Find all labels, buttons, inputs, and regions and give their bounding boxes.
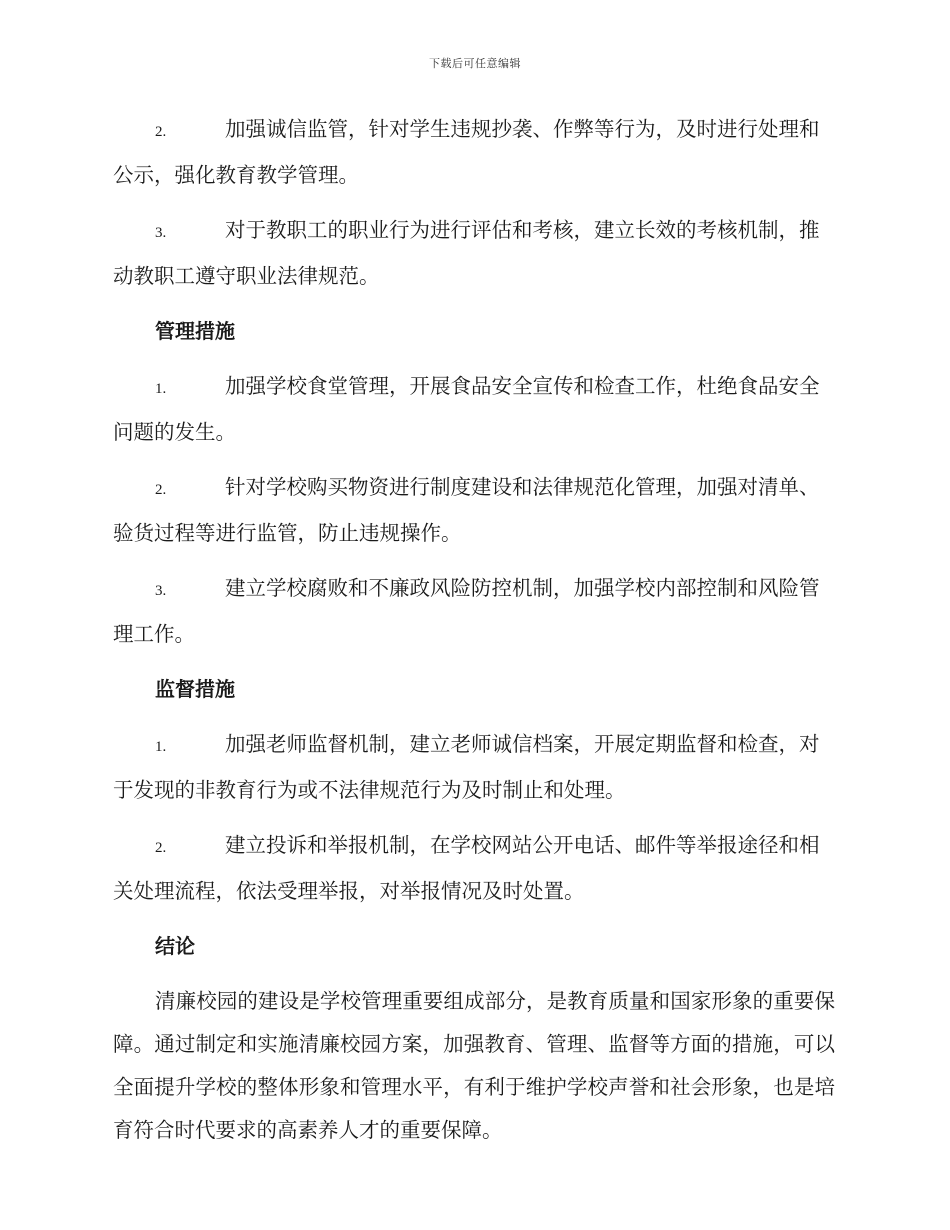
- section-heading-conclusion: 结论: [155, 934, 195, 958]
- list-item: [113, 209, 835, 298]
- item-number: 1.: [155, 381, 167, 397]
- item-text: 对于教职工的职业行为进行评估和考核，建立长效的考核机制，推动教职工遵守职业法律规范。: [113, 218, 820, 288]
- section-heading-management: 管理措施: [155, 319, 235, 343]
- item-text: 建立学校腐败和不廉政风险防控机制，加强学校内部控制和风险管理工作。: [113, 576, 820, 646]
- item-number: 1.: [155, 739, 167, 755]
- list-item: [113, 108, 835, 197]
- item-text: 建立投诉和举报机制，在学校网站公开电话、邮件等举报途径和相关处理流程，依法受理举报，对举报情况及时处置。: [113, 833, 820, 903]
- page-header: 下载后可任意编辑: [429, 57, 521, 70]
- item-number: 2.: [155, 482, 167, 498]
- item-number: 2.: [155, 124, 167, 140]
- item-text: 针对学校购买物资进行制度建设和法律规范化管理，加强对清单、验货过程等进行监管，防止违规操作。: [113, 475, 820, 545]
- item-text: 加强诚信监管，针对学生违规抄袭、作弊等行为，及时进行处理和公示，强化教育教学管理。: [113, 117, 820, 187]
- list-item: [113, 365, 835, 454]
- list-item: [113, 824, 835, 913]
- conclusion-paragraph: 清廉校园的建设是学校管理重要组成部分，是教育质量和国家形象的重要保障。通过制定和实施清廉校园方案，加强教育、管理、监督等方面的措施，可以全面提升学校的整体形象和管理水平，有利于维护学校声誉和社会形象，也是培育符合时代要求的高素养人才的重要保障。: [113, 989, 835, 1142]
- document-body: [113, 108, 835, 1152]
- item-text: 加强老师监督机制，建立老师诚信档案，开展定期监督和检查，对于发现的非教育行为或不法律规范行为及时制止和处理。: [113, 732, 820, 802]
- item-number: 3.: [155, 225, 167, 241]
- section-heading-supervision: 监督措施: [155, 677, 235, 701]
- item-text: 加强学校食堂管理，开展食品安全宣传和检查工作，杜绝食品安全问题的发生。: [113, 374, 820, 444]
- list-item: [113, 723, 835, 812]
- item-number: 3.: [155, 583, 167, 599]
- list-item: [113, 567, 835, 656]
- item-number: 2.: [155, 840, 167, 856]
- list-item: [113, 466, 835, 555]
